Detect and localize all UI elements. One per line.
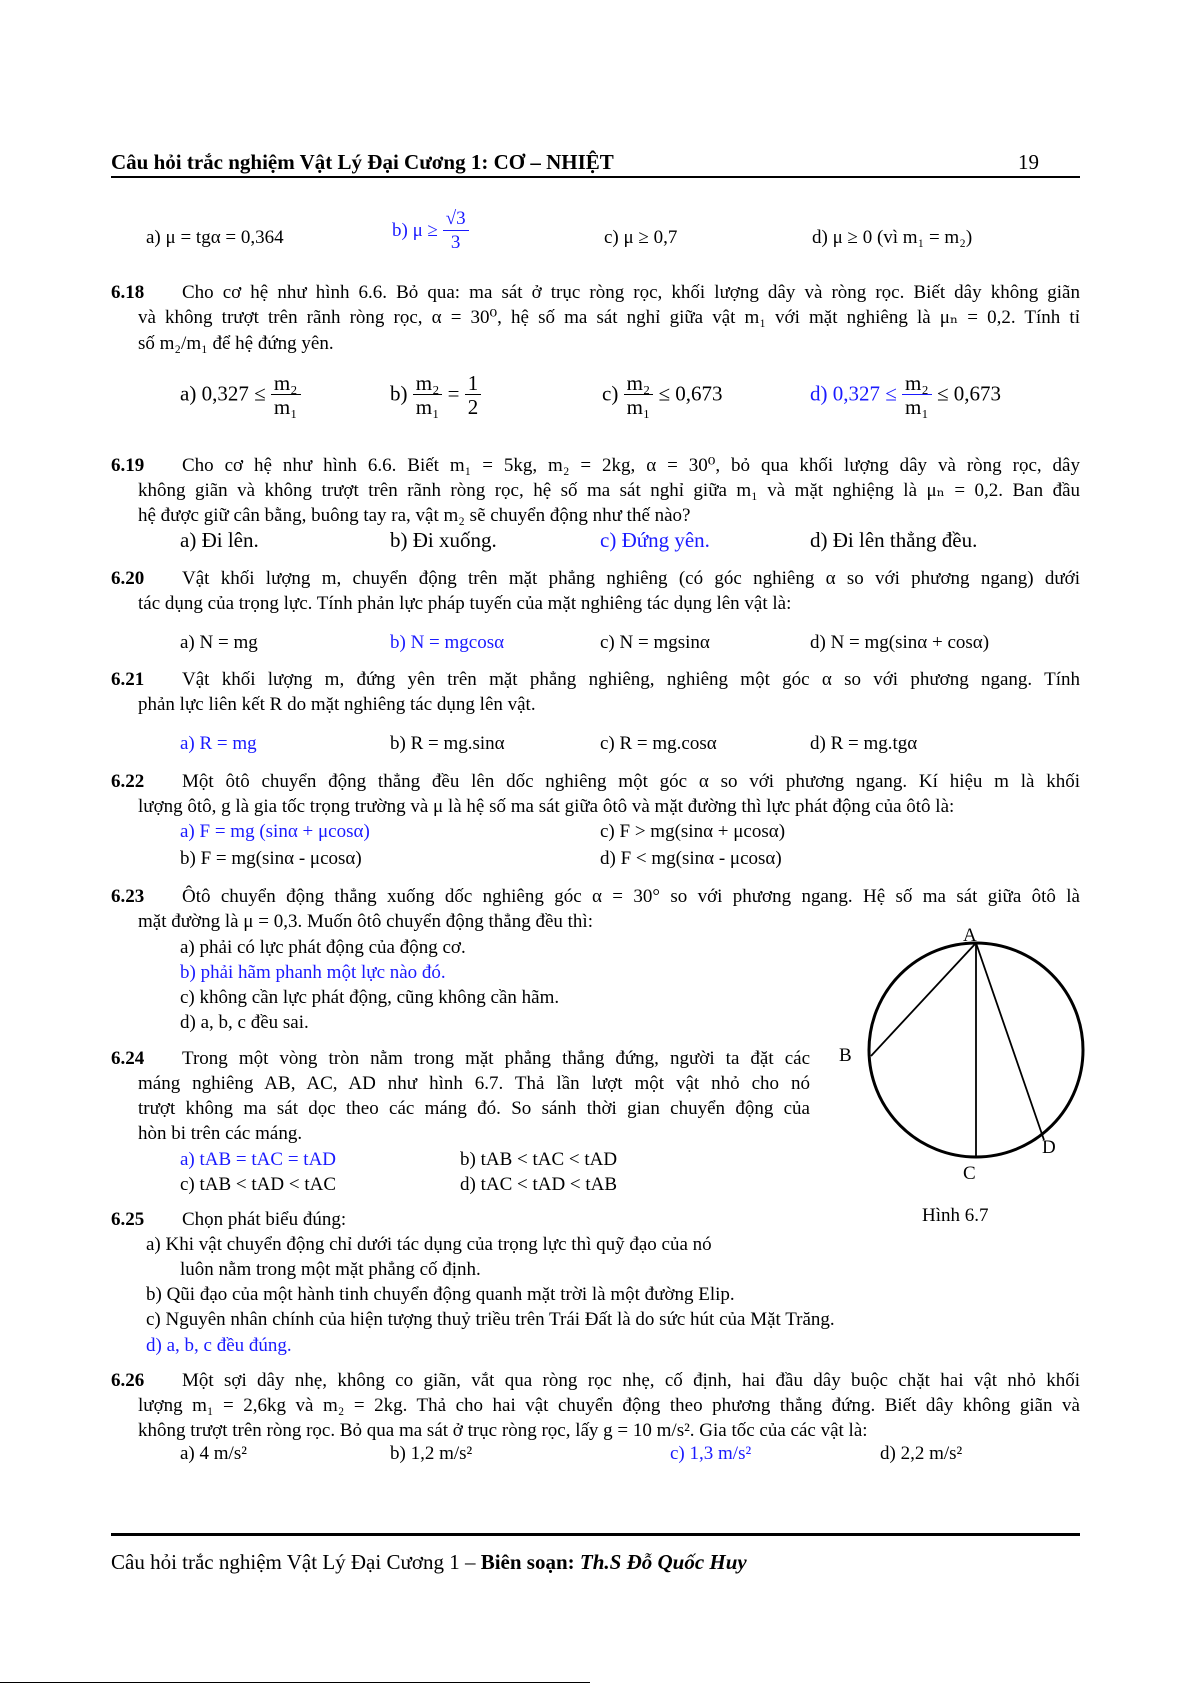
q624-line3: trượt không ma sát dọc theo các máng đó. So sánh thời gian chuyển động của	[138, 1098, 810, 1119]
q619-option-d: d) Đi lên thẳng đều.	[810, 528, 978, 552]
q624-line4: hòn bi trên các máng.	[138, 1123, 303, 1144]
q619-option-a: a) Đi lên.	[180, 528, 259, 552]
q624-option-a: a) tAB = tAC = tAD	[180, 1149, 337, 1170]
q626-option-c: c) 1,3 m/s²	[670, 1443, 752, 1464]
q620-line2: tác dụng của trọng lực. Tính phản lực pháp tuyến của mặt nghiêng tác dụng lên vật là:	[138, 593, 792, 614]
q620-option-c: c) N = mgsinα	[600, 632, 710, 653]
q624-line1: Trong một vòng tròn nằm trong mặt phẳng thẳng đứng, người ta đặt các	[182, 1048, 810, 1069]
figure-label-d: D	[1042, 1137, 1056, 1158]
q621-option-c: c) R = mg.cosα	[600, 733, 717, 754]
q618-option-d: d) 0,327 ≤ $\frac{\text{m₂}}{\text{m₁}}$ ≤ 0,673	[810, 371, 1001, 419]
q623-option-c: c) không cần lực phát động, cũng không cần hãm.	[180, 987, 560, 1008]
figure-label-a: A	[963, 925, 977, 946]
q619-line2: không giãn và không trượt trên rãnh ròng rọc, hệ số ma sát nghỉ giữa m₁ và mặt nghiệng là μₙ = 0,2. Ban đầu	[138, 480, 1080, 501]
header-rule	[111, 176, 1080, 178]
q621-number: 6.21	[111, 669, 145, 690]
q626-option-d: d) 2,2 m/s²	[880, 1443, 963, 1464]
q621-option-b: b) R = mg.sinα	[390, 733, 505, 754]
chord-ab	[871, 943, 976, 1056]
q624-option-d: d) tAC < tAD < tAB	[460, 1174, 618, 1195]
q626-line2: lượng m₁ = 2,6kg và m₂ = 2kg. Thả cho hai vật chuyển động theo phương thẳng đứng. Biết dây không giãn và	[138, 1395, 1080, 1416]
q626-number: 6.26	[111, 1370, 145, 1391]
q626-option-b: b) 1,2 m/s²	[390, 1443, 473, 1464]
q622-number: 6.22	[111, 771, 145, 792]
q621-line1: Vật khối lượng m, đứng yên trên mặt phẳng nghiêng, nghiêng một góc α so với phương ngang. Tính	[182, 669, 1080, 690]
q624-number: 6.24	[111, 1048, 145, 1069]
q626-line3: không trượt trên ròng rọc. Bỏ qua ma sát ở trục ròng rọc, lấy g = 10 m/s². Gia tốc của các vật là:	[138, 1420, 868, 1441]
q620-option-b: b) N = mgcosα	[390, 632, 505, 653]
q621-option-a: a) R = mg	[180, 733, 257, 754]
q620-option-a: a) N = mg	[180, 632, 258, 653]
q618-number: 6.18	[111, 282, 145, 303]
q621-line2: phản lực liên kết R do mặt nghiêng tác dụng lên vật.	[138, 694, 536, 715]
q626-line1: Một sợi dây nhẹ, không co giãn, vắt qua ròng rọc nhẹ, cố định, hai đầu dây buộc chặt hai vật nhỏ khối	[182, 1370, 1080, 1391]
page-bottom-rule	[0, 1682, 590, 1683]
q622-line1: Một ôtô chuyển động thẳng đều lên dốc nghiêng một góc α so với phương ngang. Kí hiệu m là khối	[182, 771, 1080, 792]
q621-option-d: d) R = mg.tgα	[810, 733, 918, 754]
q623-line2: mặt đường là μ = 0,3. Muốn ôtô chuyển động thẳng đều thì:	[138, 911, 593, 932]
figure-label-b: B	[839, 1045, 852, 1066]
q623-option-a: a) phải có lực phát động của động cơ.	[180, 937, 466, 958]
q620-line1: Vật khối lượng m, chuyển động trên mặt phẳng nghiêng (có góc nghiêng α so với phương ngang) dưới	[182, 568, 1080, 589]
q617-option-c: c) μ ≥ 0,7	[604, 227, 678, 248]
q619-option-c: c) Đứng yên.	[600, 528, 710, 552]
q625-option-d: d) a, b, c đều đúng.	[146, 1335, 292, 1356]
footer-rule	[111, 1533, 1080, 1536]
q620-number: 6.20	[111, 568, 145, 589]
q623-option-b: b) phải hãm phanh một lực nào đó.	[180, 962, 446, 983]
q622-option-c: c) F > mg(sinα + μcosα)	[600, 821, 786, 842]
q619-option-b: b) Đi xuống.	[390, 528, 497, 552]
q625-line1: Chọn phát biểu đúng:	[182, 1209, 347, 1230]
q626-option-a: a) 4 m/s²	[180, 1443, 247, 1464]
q619-number: 6.19	[111, 455, 145, 476]
q618-option-b: b) $\frac{\text{m₂}}{\text{m₁}}$ = $\frac{1}{2}$	[390, 372, 481, 419]
q622-option-d: d) F < mg(sinα - μcosα)	[600, 848, 782, 869]
q625-option-a-line1: a) Khi vật chuyển động chỉ dưới tác dụng của trọng lực thì quỹ đạo của nó	[146, 1234, 712, 1255]
figure-caption: Hình 6.7	[922, 1205, 989, 1226]
q622-line2: lượng ôtô, g là gia tốc trọng trường và μ là hệ số ma sát giữa ôtô và mặt đường thì lực phát động của ôtô là:	[138, 796, 955, 817]
figure-label-c: C	[963, 1163, 976, 1184]
q622-option-b: b) F = mg(sinα - μcosα)	[180, 848, 362, 869]
q624-line2: máng nghiêng AB, AC, AD như hình 6.7. Thả lần lượt một vật nhỏ cho nó	[138, 1073, 810, 1094]
q625-option-a-line2: luôn nằm trong một mặt phẳng cố định.	[180, 1259, 481, 1280]
q625-option-c: c) Nguyên nhân chính của hiện tượng thuỷ triều trên Trái Đất là do sức hút của Mặt Trăng.	[146, 1309, 835, 1330]
chord-ad	[976, 943, 1044, 1140]
figure-6-7-circle-diagram	[840, 925, 1100, 1195]
page-number: 19	[1018, 150, 1039, 174]
q620-option-d: d) N = mg(sinα + cosα)	[810, 632, 990, 653]
q619-line3: hệ được giữ cân bằng, buông tay ra, vật m₂ sẽ chuyển động như thế nào?	[138, 505, 691, 526]
q623-option-d: d) a, b, c đều sai.	[180, 1012, 309, 1033]
q618-line1: Cho cơ hệ như hình 6.6. Bỏ qua: ma sát ở trục ròng rọc, khối lượng dây và ròng rọc. Biết dây không giãn	[182, 282, 1080, 303]
q624-option-b: b) tAB < tAC < tAD	[460, 1149, 618, 1170]
q617-option-a: a) μ = tgα = 0,364	[146, 227, 284, 248]
page-footer: Câu hỏi trắc nghiệm Vật Lý Đại Cương 1 – Biên soạn: Th.S Đỗ Quốc Huy	[111, 1550, 747, 1574]
q623-number: 6.23	[111, 886, 145, 907]
q619-line1: Cho cơ hệ như hình 6.6. Biết m₁ = 5kg, m₂ = 2kg, α = 30⁰, bỏ qua khối lượng dây và ròng rọc, dây	[182, 455, 1080, 476]
q622-option-a: a) F = mg (sinα + μcosα)	[180, 821, 370, 842]
q617-option-d: d) μ ≥ 0 (vì m₁ = m₂)	[812, 227, 973, 248]
q618-option-c: c) $\frac{\text{m₂}}{\text{m₁}}$ ≤ 0,673	[602, 371, 723, 419]
q623-line1: Ôtô chuyển động thẳng xuống dốc nghiêng góc α = 30° so với phương ngang. Hệ số ma sát giữa ôtô là	[182, 886, 1080, 907]
q617-option-b: b) μ ≥ $\frac{√3}{3}$	[392, 208, 469, 255]
q618-option-a: a) 0,327 ≤ $\frac{\text{m₂}}{\text{m₁}}$	[180, 372, 301, 419]
q624-option-c: c) tAB < tAD < tAC	[180, 1174, 337, 1195]
q618-line3: số m₂/m₁ để hệ đứng yên.	[138, 333, 334, 354]
q625-option-b: b) Qũi đạo của một hành tinh chuyển động quanh mặt trời là một đường Elip.	[146, 1284, 735, 1305]
page-header-title: Câu hỏi trắc nghiệm Vật Lý Đại Cương 1: CƠ – NHIỆT	[111, 150, 614, 174]
q618-line2: và không trượt trên rãnh ròng rọc, α = 30⁰, hệ số ma sát nghỉ giữa vật m₁ với mặt nghiêng là μₙ = 0,2. Tính tỉ	[138, 307, 1080, 328]
q625-number: 6.25	[111, 1209, 145, 1230]
